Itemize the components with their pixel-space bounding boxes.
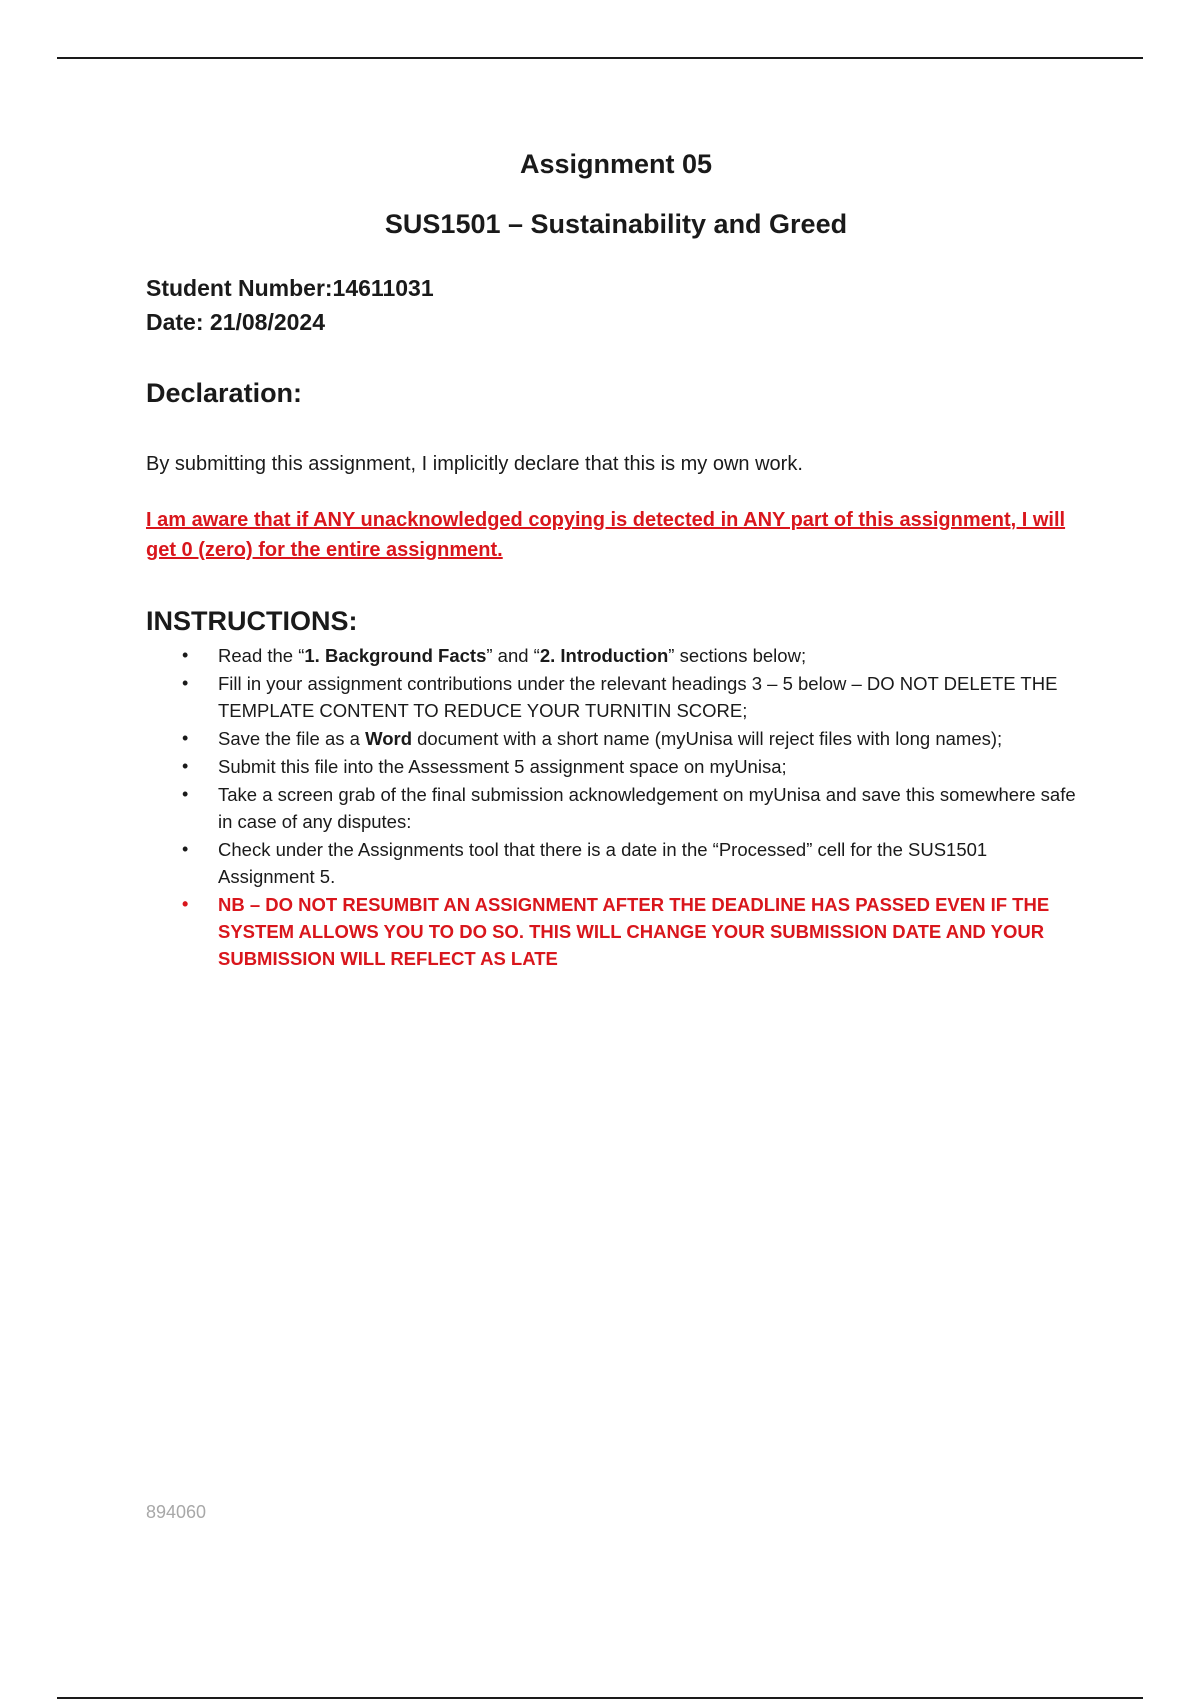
list-item: • Fill in your assignment contributions under the relevant headings 3 – 5 below – DO NOT DELETE THE TEMPLATE CONTENT TO REDUCE YOUR TURNITIN SCORE; xyxy=(146,670,1086,724)
bullet-icon: • xyxy=(182,672,189,693)
course-title: SUS1501 – Sustainability and Greed xyxy=(384,209,848,240)
bullet-icon: • xyxy=(182,644,189,665)
page-title: Assignment 05 xyxy=(519,149,713,179)
footer-code: 894060 xyxy=(146,1502,207,1522)
document-page xyxy=(146,140,1086,973)
student-info xyxy=(146,271,1086,339)
bullet-icon: • xyxy=(182,893,189,914)
declaration-heading: Declaration: xyxy=(146,377,303,408)
list-item: • Save the file as a Word document with a short name (myUnisa will reject files with long names); xyxy=(146,725,1086,752)
bullet-icon: • xyxy=(182,838,189,859)
bullet-icon: • xyxy=(182,755,189,776)
instructions-heading: INSTRUCTIONS: xyxy=(146,606,358,637)
instructions-list xyxy=(146,642,1086,972)
list-item: • Submit this file into the Assessment 5 assignment space on myUnisa; xyxy=(146,753,1086,780)
bottom-rule xyxy=(57,1697,1143,1699)
list-item: • Read the “1. Background Facts” and “2. Introduction” sections below; xyxy=(146,642,1086,669)
bullet-icon: • xyxy=(182,727,189,748)
list-item: • Check under the Assignments tool that there is a date in the “Processed” cell for the SUS1501 Assignment 5. xyxy=(146,836,1086,890)
submission-date: Date: 21/08/2024 xyxy=(146,308,326,335)
bullet-icon: • xyxy=(182,783,189,804)
top-rule xyxy=(57,57,1143,59)
plagiarism-warning: I am aware that if ANY unacknowledged copying is detected in ANY part of this assignment, I will get 0 (zero) for the entire assignment. xyxy=(146,509,1066,562)
list-item: • Take a screen grab of the final submission acknowledgement on myUnisa and save this somewhere safe in case of any disputes: xyxy=(146,781,1086,835)
declaration-text: By submitting this assignment, I implicitly declare that this is my own work. xyxy=(146,453,803,476)
list-item-alert: • NB – DO NOT RESUMBIT AN ASSIGNMENT AFTER THE DEADLINE HAS PASSED EVEN IF THE SYSTEM ALLOWS YOU TO DO SO. THIS WILL CHANGE YOUR SUBMISSION DATE AND YOUR SUBMISSION WILL REFLECT AS LATE xyxy=(146,891,1086,972)
student-number: Student Number:14611031 xyxy=(146,274,434,301)
